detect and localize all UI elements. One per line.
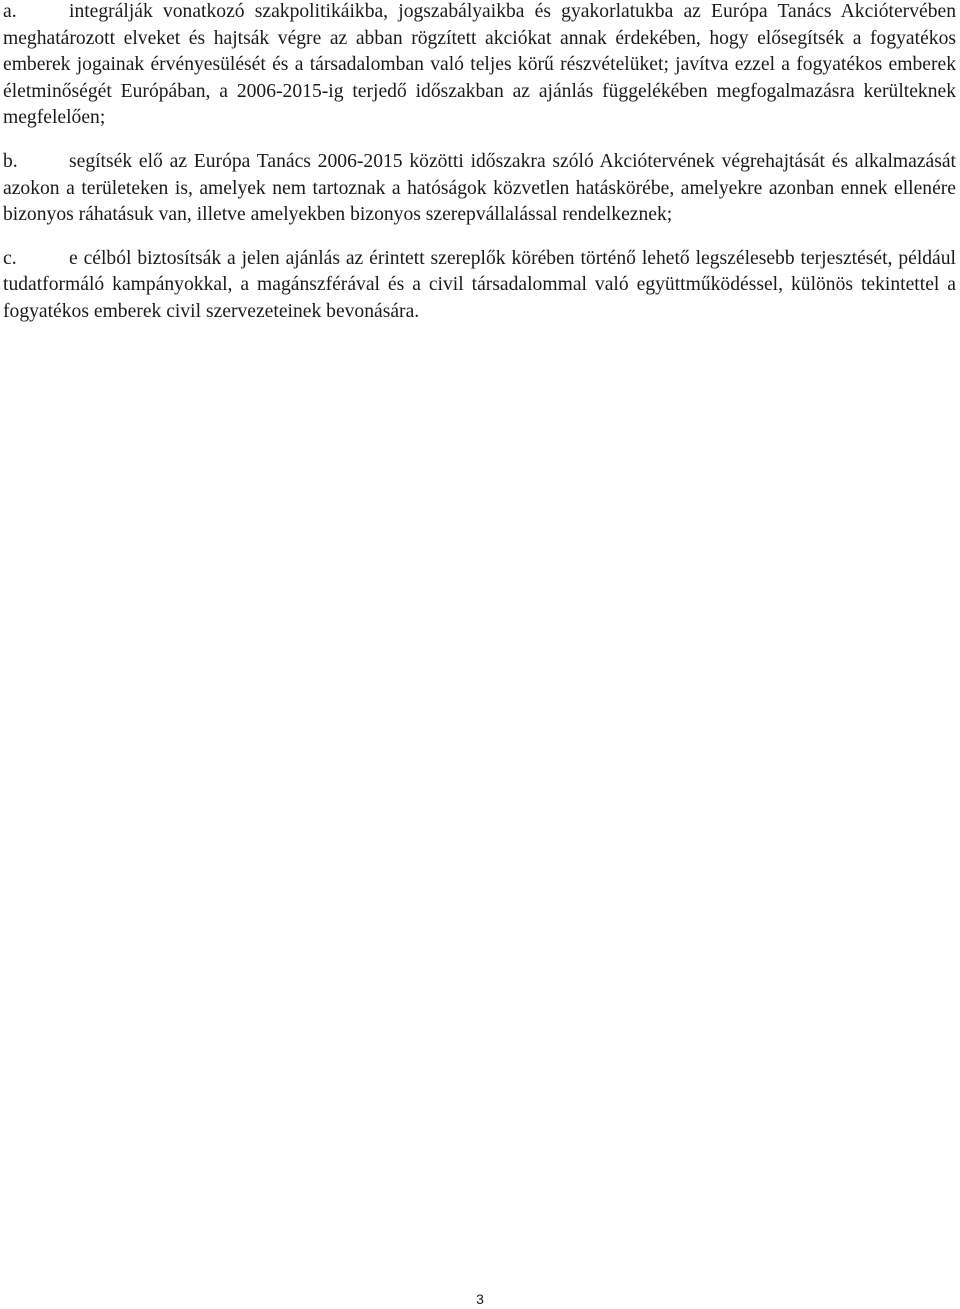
list-item-b-text: segítsék elő az Európa Tanács 2006-2015 közötti időszakra szóló Akciótervének végrehajtását és alkalmazását azokon a területeken is, amelyek nem tartoznak a hatóságok közvetlen hatáskörébe, amelyekre azonban ennek ellenére bizonyos ráhatásuk van, illetve amelyekben bizonyos szerepvállalással rendelkeznek; <box>3 150 956 226</box>
list-item-c-text: e célból biztosítsák a jelen ajánlás az érintett szereplők körében történő lehető legszélesebb terjesztését, például tudatformáló kampányokkal, a magánszférával és a civil társadalommal való együttműködéssel, különös tekintettel a fogyatékos emberek civil szervezeteinek bevonására. <box>3 247 956 322</box>
document-page <box>3 0 956 326</box>
list-marker-c: c. <box>3 247 17 269</box>
list-marker-b: b. <box>3 150 18 172</box>
list-item-a-text: integrálják vonatkozó szakpolitikáikba, jogszabályaikba és gyakorlatukba az Európa Tanács Akciótervében meghatározott elveket és hajtsák végre az abban rögzített akciókat annak érdekében, hogy elősegítsék a fogyatékos emberek jogainak érvényesülését és a társadalomban való teljes körű részvételüket; javítva ezzel a fogyatékos emberek életminőségét Európában, a 2006-2015-ig terjedő időszakban az ajánlás függelékében megfogalmazásra kerülteknek megfelelően; <box>3 1 956 129</box>
page-number: 3 <box>476 1291 484 1307</box>
list-item-c <box>3 246 956 326</box>
list-marker-a: a. <box>3 1 17 22</box>
list-item-b <box>3 149 956 229</box>
list-item-a <box>3 0 956 132</box>
